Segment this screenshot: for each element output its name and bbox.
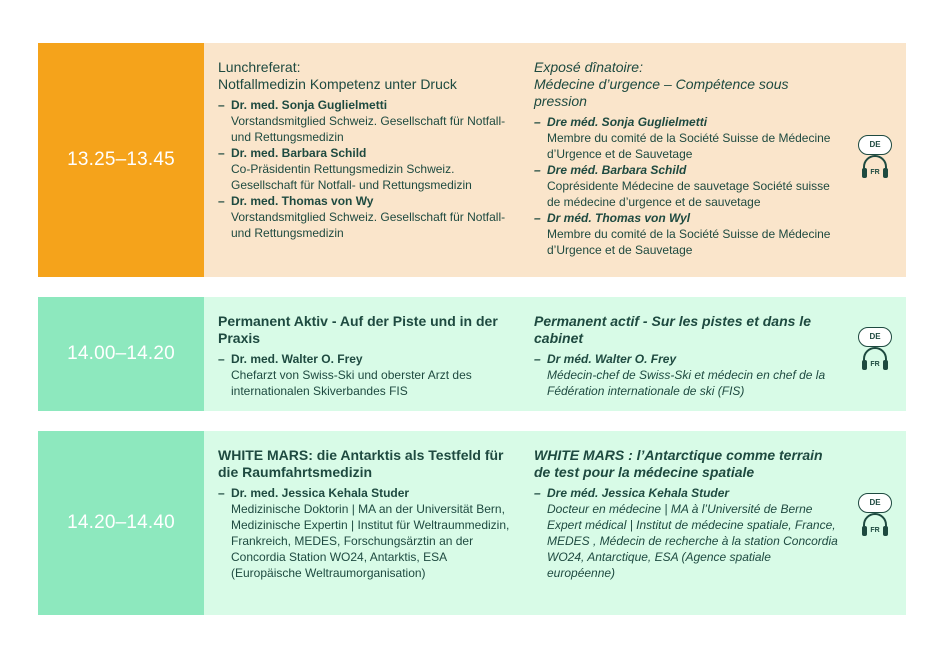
translation-icon: [858, 493, 892, 553]
speaker-entry: [218, 97, 518, 145]
speech-bubble-icon: DE: [858, 135, 892, 155]
target-language-label: FR: [870, 361, 880, 368]
speaker-entry: [534, 114, 839, 162]
headphones-icon: [860, 346, 890, 372]
speaker-name: – Dr. med. Barbara Schild: [218, 145, 518, 161]
speaker-description: Médecin-chef de Swiss-Ski et médecin en chef de la Fédération internationale de ski (FIS): [547, 368, 826, 398]
speaker-name: – Dr. med. Jessica Kehala Studer: [218, 485, 518, 501]
speech-bubble-icon: DE: [858, 327, 892, 347]
speaker-entry: [218, 485, 518, 581]
speaker-name: – Dre méd. Barbara Schild: [534, 162, 839, 178]
headphones-icon: [860, 512, 890, 538]
french-column: [534, 59, 839, 258]
speaker-description: Coprésidente Médecine de sauvetage Société suisse de médecine d’urgence et de sauvetage: [547, 179, 830, 209]
session-title-de: Lunchreferat: Notfallmedizin Kompetenz unter Druck: [218, 59, 457, 92]
session-content: [204, 431, 906, 615]
speaker-entry: [534, 351, 839, 399]
speaker-name: – Dre méd. Jessica Kehala Studer: [534, 485, 839, 501]
french-column: [534, 447, 839, 581]
speaker-entry: [534, 210, 839, 258]
session-time: 13.25–13.45: [38, 43, 204, 277]
speaker-description: Vorstandsmitglied Schweiz. Gesellschaft für Notfall- und Rettungsmedizin: [231, 210, 506, 240]
session-block: [38, 297, 906, 411]
speaker-entry: [534, 162, 839, 210]
translation-icon: [858, 135, 892, 195]
speaker-description: Vorstandsmitglied Schweiz. Gesellschaft für Notfall- und Rettungsmedizin: [231, 114, 506, 144]
speaker-entry: [218, 351, 518, 399]
speaker-description: Membre du comité de la Société Suisse de Médecine d’Urgence et de Sauvetage: [547, 131, 831, 161]
speaker-description: Docteur en médecine | MA à l’Université de Berne Expert médical | Institut de médecine spatiale, France, MEDES , Médecin de recherche à la station Concordia WO24, Antarctique, ESA (Agence spatiale européenne): [547, 502, 838, 580]
french-column: [534, 313, 839, 399]
speaker-name: – Dr méd. Walter O. Frey: [534, 351, 839, 367]
headphones-icon: [860, 154, 890, 180]
speaker-description: Membre du comité de la Société Suisse de Médecine d’Urgence et de Sauvetage: [547, 227, 831, 257]
translation-icon: [858, 327, 892, 387]
target-language-label: FR: [870, 527, 880, 534]
session-time: 14.20–14.40: [38, 431, 204, 615]
session-block: [38, 431, 906, 615]
german-column: [218, 447, 518, 581]
speaker-name: – Dr. med. Thomas von Wy: [218, 193, 518, 209]
speaker-name: – Dre méd. Sonja Guglielmetti: [534, 114, 839, 130]
speaker-description: Chefarzt von Swiss-Ski und oberster Arzt des internationalen Skiverbandes FIS: [231, 368, 472, 398]
speech-bubble-icon: DE: [858, 493, 892, 513]
session-title-fr: WHITE MARS : l’Antarctique comme terrain de test pour la médecine spatiale: [534, 447, 823, 480]
session-title-fr: Permanent actif - Sur les pistes et dans le cabinet: [534, 313, 811, 346]
target-language-label: FR: [870, 169, 880, 176]
speaker-description: Co-Präsidentin Rettungsmedizin Schweiz. Gesellschaft für Notfall- und Rettungsmedizin: [231, 162, 472, 192]
german-column: [218, 59, 518, 241]
speaker-entry: [218, 193, 518, 241]
session-title-de: WHITE MARS: die Antarktis als Testfeld für die Raumfahrtsmedizin: [218, 447, 504, 480]
german-column: [218, 313, 518, 399]
speaker-entry: [218, 145, 518, 193]
session-title-fr: Exposé dînatoire: Médecine d’urgence – Compétence sous pression: [534, 59, 789, 109]
speaker-entry: [534, 485, 839, 581]
session-content: [204, 43, 906, 277]
speaker-name: – Dr méd. Thomas von Wyl: [534, 210, 839, 226]
speaker-name: – Dr. med. Walter O. Frey: [218, 351, 518, 367]
speaker-description: Medizinische Doktorin | MA an der Universität Bern, Medizinische Expertin | Institut für Weltraummedizin, Frankreich, MEDES, Forschungsärztin an der Concordia Station WO24, Antarktis, ESA (Europäische Weltraumorganisation): [231, 502, 510, 580]
session-block: [38, 43, 906, 277]
speaker-name: – Dr. med. Sonja Guglielmetti: [218, 97, 518, 113]
session-title-de: Permanent Aktiv - Auf der Piste und in der Praxis: [218, 313, 498, 346]
session-time: 14.00–14.20: [38, 297, 204, 411]
session-content: [204, 297, 906, 411]
